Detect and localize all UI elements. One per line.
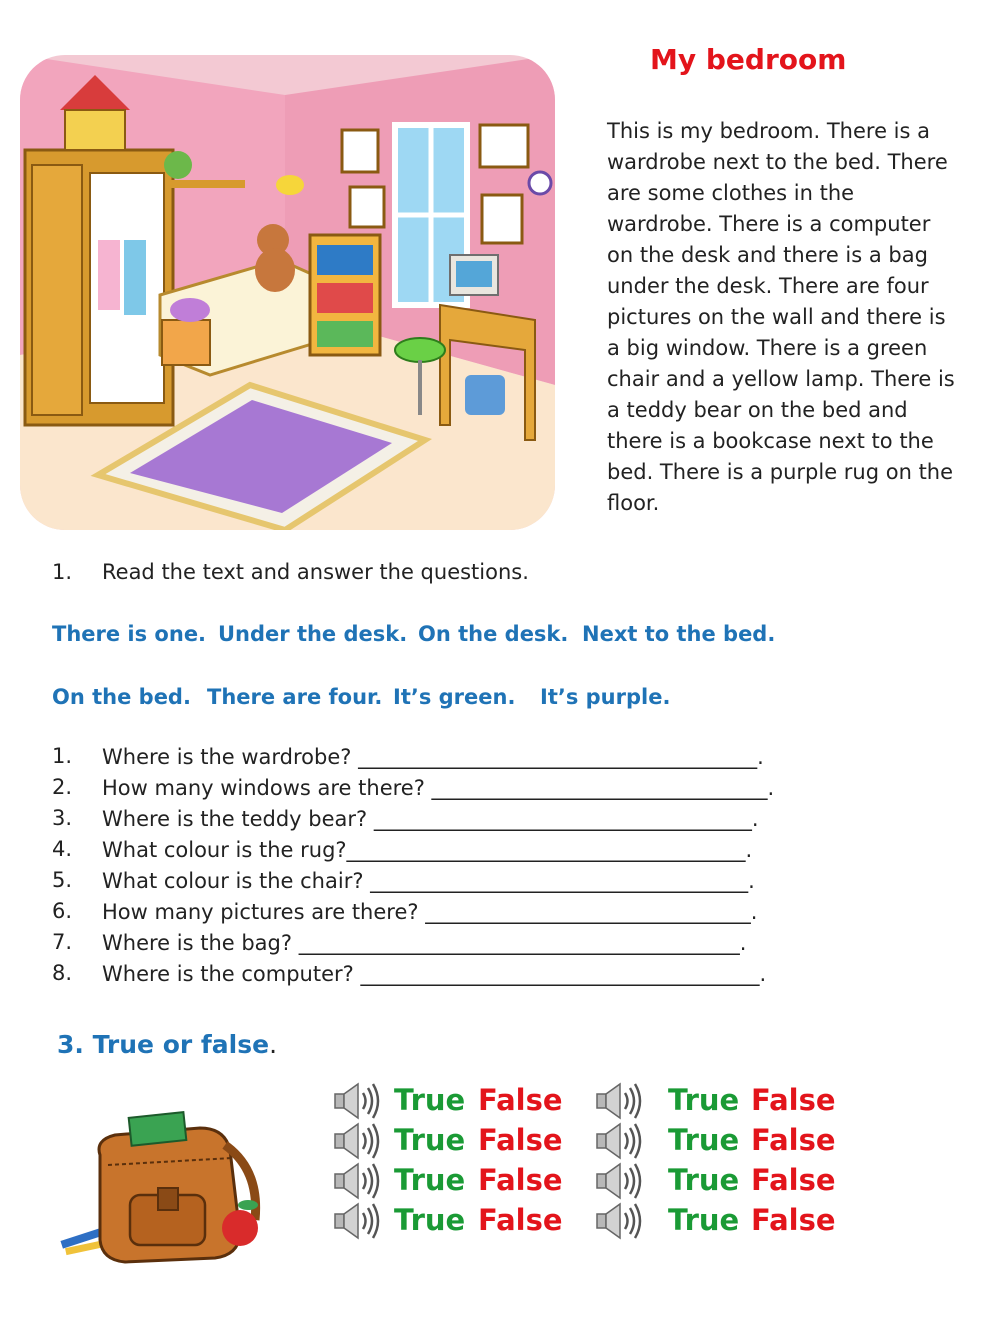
question-row[interactable]	[52, 899, 852, 930]
question-text: Where is the wardrobe? ______________________________________.	[102, 745, 764, 769]
question-number: 2.	[52, 775, 73, 799]
question-text: How many windows are there? ________________________________.	[102, 776, 775, 800]
speaker-icon[interactable]	[332, 1200, 382, 1242]
answer-option[interactable]: There is one.	[52, 622, 207, 646]
question-text: What colour is the rug?______________________________________.	[102, 838, 753, 862]
question-row[interactable]	[52, 837, 852, 868]
bedroom-illustration	[20, 55, 555, 530]
true-option[interactable]: True	[668, 1083, 740, 1117]
true-option[interactable]: True	[394, 1123, 466, 1157]
true-option[interactable]: True	[668, 1123, 740, 1157]
question-number: 1.	[52, 744, 73, 768]
speaker-icon[interactable]	[332, 1120, 382, 1162]
speaker-icon[interactable]	[594, 1160, 644, 1202]
story-line: floor.	[607, 491, 660, 515]
question-number: 4.	[52, 837, 73, 861]
story-line: are some clothes in the	[607, 181, 855, 205]
answer-option[interactable]: On the desk.	[418, 622, 569, 646]
question-row[interactable]	[52, 868, 852, 899]
true-option[interactable]: True	[394, 1203, 466, 1237]
story-line: chair and a yellow lamp. There is	[607, 367, 955, 391]
question-number: 7.	[52, 930, 73, 954]
speaker-icon[interactable]	[332, 1160, 382, 1202]
answer-option[interactable]: There are four.	[207, 685, 383, 709]
instruction-number: 1.	[52, 560, 73, 584]
false-option[interactable]: False	[751, 1083, 836, 1117]
heading-period: .	[269, 1030, 278, 1059]
question-row[interactable]	[52, 744, 852, 775]
question-number: 6.	[52, 899, 73, 923]
question-row[interactable]	[52, 930, 852, 961]
question-number: 5.	[52, 868, 73, 892]
answer-option[interactable]: On the bed.	[52, 685, 191, 709]
instruction	[52, 560, 652, 590]
question-text: How many pictures are there? _______________________________.	[102, 900, 758, 924]
answer-option[interactable]: It’s green.	[393, 685, 516, 709]
answer-option[interactable]: Next to the bed.	[582, 622, 776, 646]
story-line: there is a bookcase next to the	[607, 429, 934, 453]
question-text: Where is the teddy bear? ____________________________________.	[102, 807, 759, 831]
question-row[interactable]	[52, 775, 852, 806]
story-line: on the desk and there is a bag	[607, 243, 928, 267]
schoolbag-illustration	[60, 1110, 275, 1270]
story-line: a big window. There is a green	[607, 336, 928, 360]
story-line: a teddy bear on the bed and	[607, 398, 908, 422]
speaker-icon[interactable]	[594, 1200, 644, 1242]
false-option[interactable]: False	[478, 1203, 563, 1237]
false-option[interactable]: False	[751, 1123, 836, 1157]
false-option[interactable]: False	[478, 1083, 563, 1117]
false-option[interactable]: False	[751, 1203, 836, 1237]
question-row[interactable]	[52, 806, 852, 837]
story-line: bed. There is a purple rug on the	[607, 460, 954, 484]
true-option[interactable]: True	[394, 1163, 466, 1197]
question-number: 8.	[52, 961, 73, 985]
story-line: pictures on the wall and there is	[607, 305, 946, 329]
question-row[interactable]	[52, 961, 852, 992]
false-option[interactable]: False	[478, 1163, 563, 1197]
false-option[interactable]: False	[751, 1163, 836, 1197]
true-option[interactable]: True	[394, 1083, 466, 1117]
page-title: My bedroom	[650, 43, 847, 76]
story-text	[607, 116, 987, 519]
answer-option[interactable]: Under the desk.	[218, 622, 408, 646]
speaker-icon[interactable]	[594, 1120, 644, 1162]
story-line: wardrobe. There is a computer	[607, 212, 931, 236]
speaker-icon[interactable]	[332, 1080, 382, 1122]
true-option[interactable]: True	[668, 1163, 740, 1197]
true-option[interactable]: True	[668, 1203, 740, 1237]
question-text: What colour is the chair? ____________________________________.	[102, 869, 755, 893]
story-line: wardrobe next to the bed. There	[607, 150, 948, 174]
false-option[interactable]: False	[478, 1123, 563, 1157]
instruction-text: Read the text and answer the questions.	[102, 560, 529, 584]
question-number: 3.	[52, 806, 73, 830]
speaker-icon[interactable]	[594, 1080, 644, 1122]
question-text: Where is the computer? ______________________________________.	[102, 962, 767, 986]
answer-option[interactable]: It’s purple.	[540, 685, 671, 709]
true-false-heading	[57, 1030, 277, 1059]
question-text: Where is the bag? __________________________________________.	[102, 931, 747, 955]
true-false-heading-text: 3. True or false	[57, 1030, 270, 1059]
question-list	[52, 744, 852, 992]
story-line: under the desk. There are four	[607, 274, 929, 298]
story-line: This is my bedroom. There is a	[607, 119, 930, 143]
